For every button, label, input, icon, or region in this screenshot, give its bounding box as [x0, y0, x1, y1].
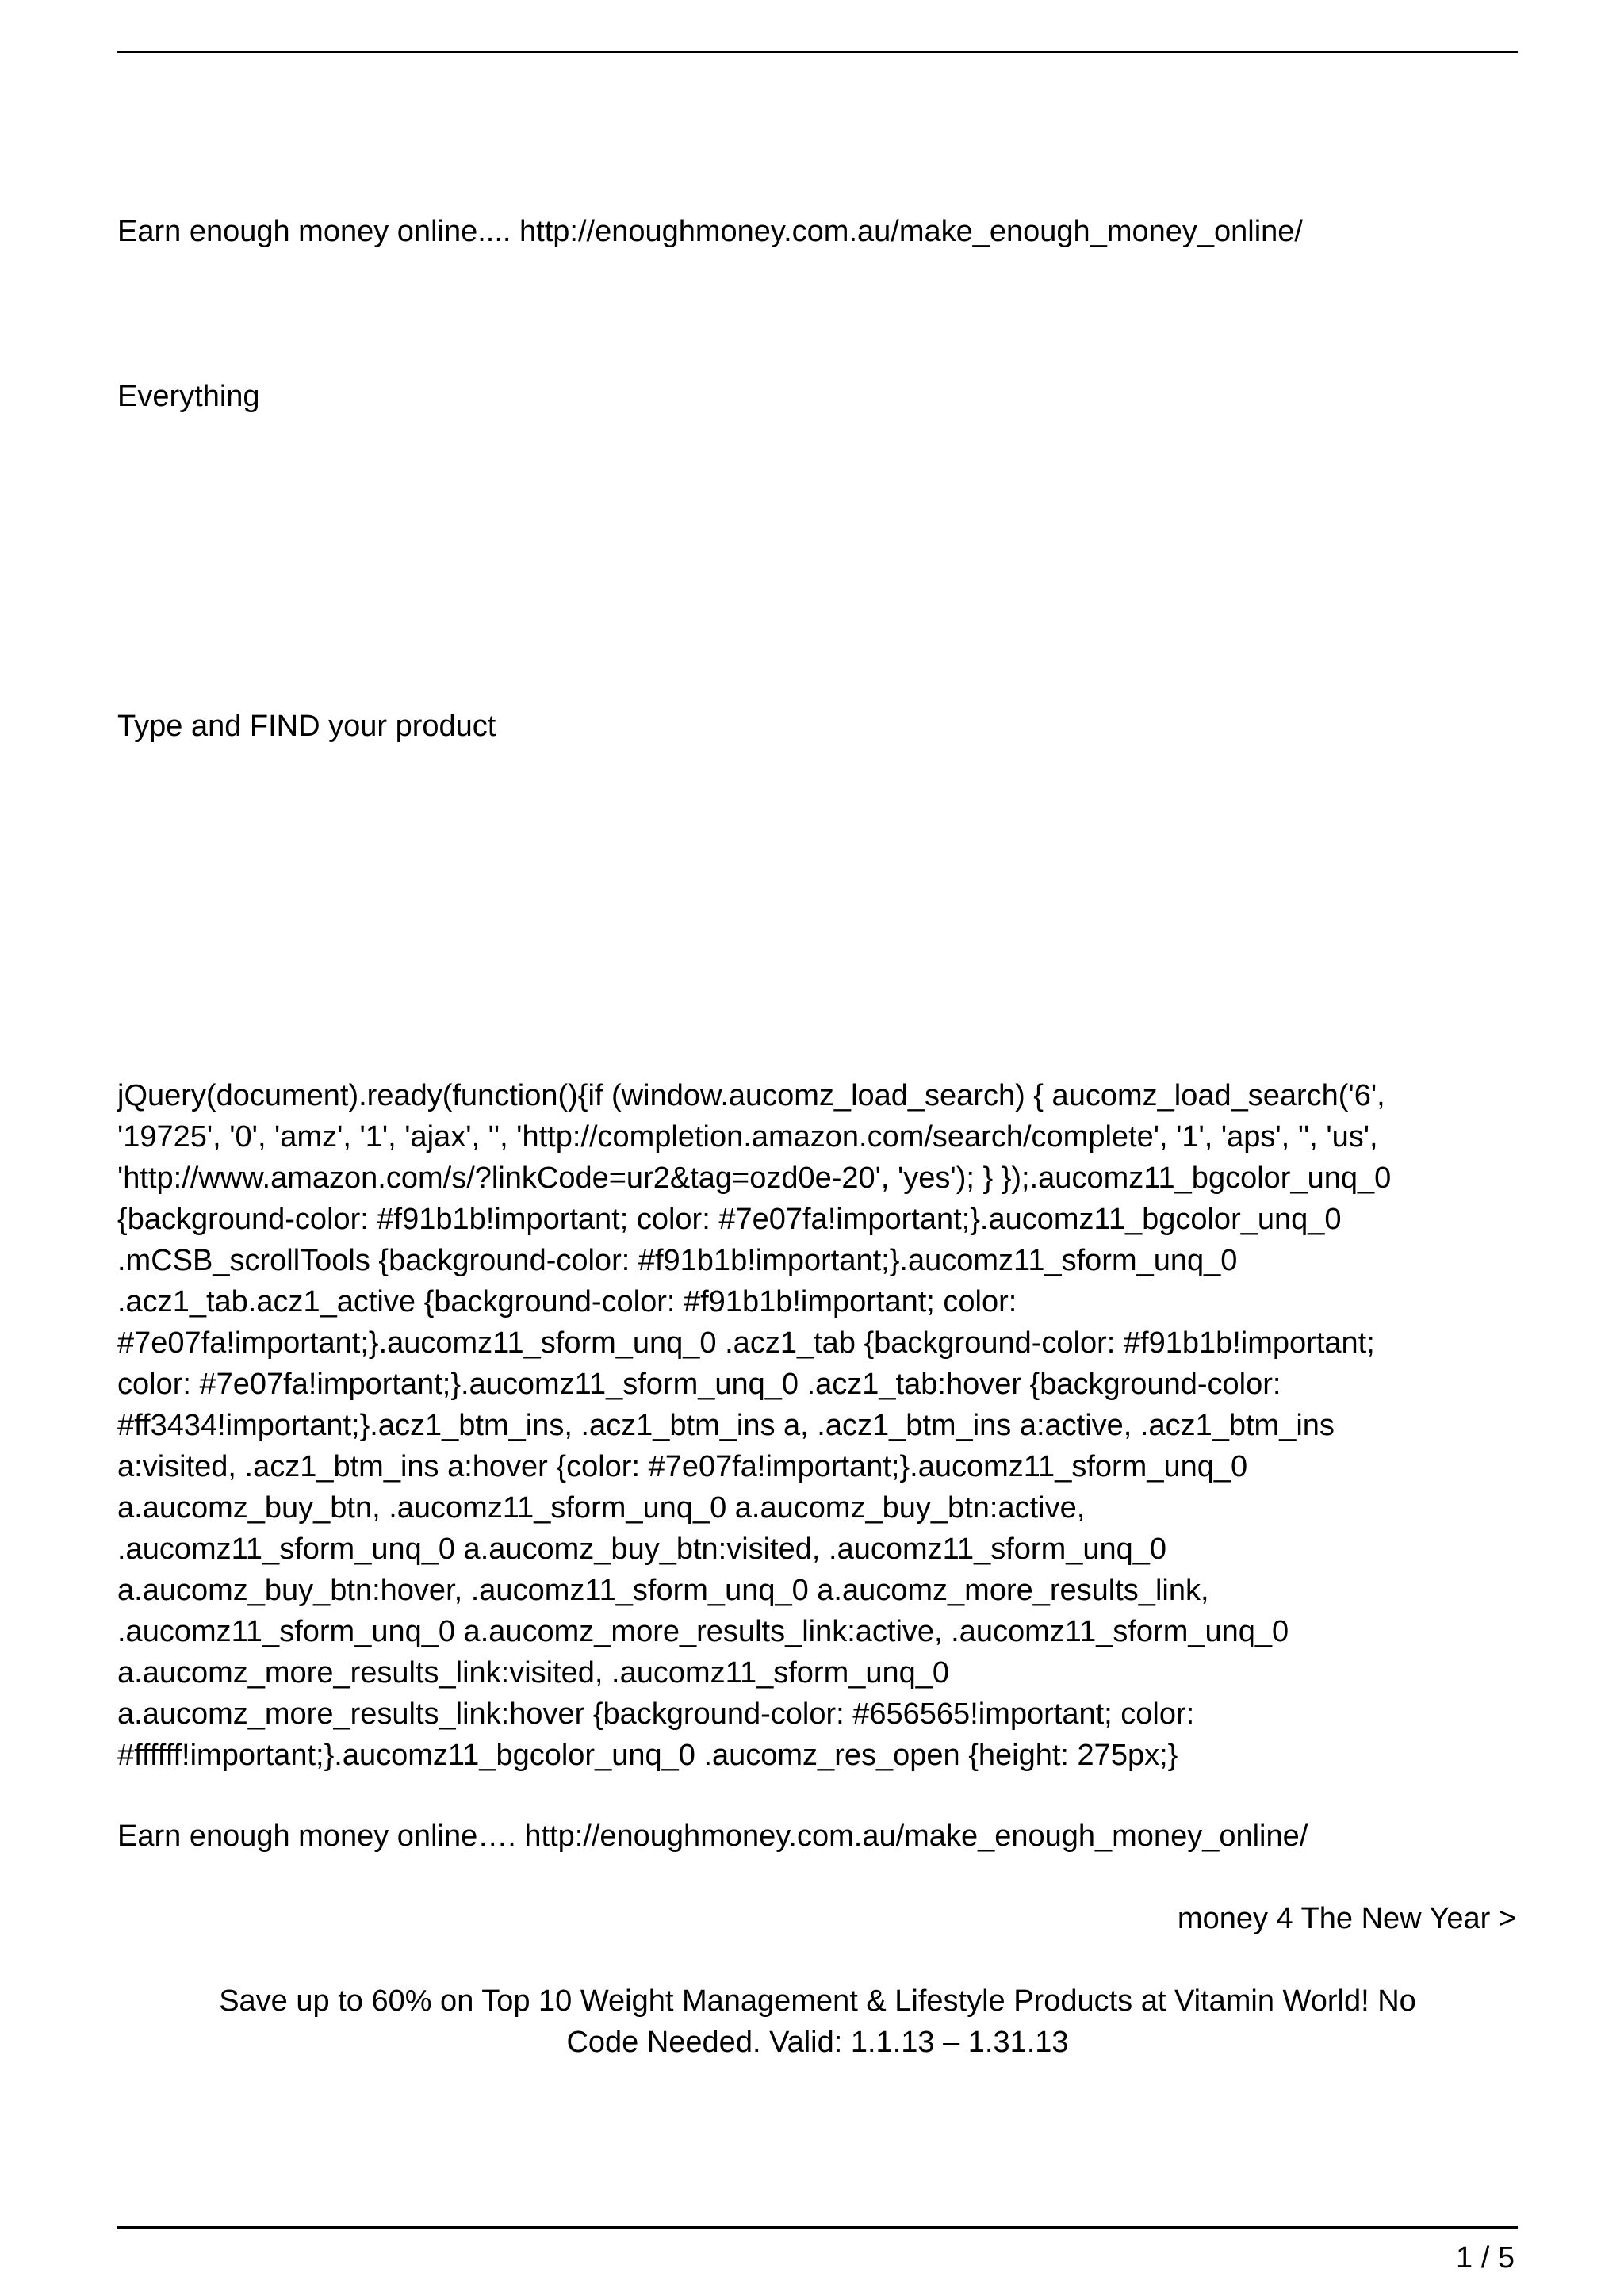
code-line: a:visited, .acz1_btm_ins a:hover {color: #7e07fa!important;}.aucomz11_sform_unq_0 [117, 1450, 1248, 1483]
code-line: .aucomz11_sform_unq_0 a.aucomz_more_results_link:active, .aucomz11_sform_unq_0 [117, 1615, 1289, 1648]
code-line: 'http://www.amazon.com/s/?linkCode=ur2&tag=ozd0e-20', 'yes'); } });.aucomz11_bgcolor_unq_0 [117, 1161, 1392, 1195]
code-line: color: #7e07fa!important;}.aucomz11_sform_unq_0 .acz1_tab:hover {background-color: [117, 1368, 1281, 1401]
category-label: Everything [117, 380, 260, 413]
code-line: a.aucomz_buy_btn, .aucomz11_sform_unq_0 a.aucomz_buy_btn:active, [117, 1491, 1086, 1525]
code-line: .aucomz11_sform_unq_0 a.aucomz_buy_btn:visited, .aucomz11_sform_unq_0 [117, 1533, 1167, 1566]
next-post-link[interactable]: money 4 The New Year > [1177, 1902, 1516, 1935]
footer-rule [117, 2226, 1518, 2229]
code-line: .acz1_tab.acz1_active {background-color: #f91b1b!important; color: [117, 1285, 1017, 1318]
promo-line: Code Needed. Valid: 1.1.13 – 1.31.13 [566, 2026, 1069, 2059]
promo-line: Save up to 60% on Top 10 Weight Management & Lifestyle Products at Vitamin World! No [219, 1984, 1416, 2018]
code-line: a.aucomz_more_results_link:visited, .aucomz11_sform_unq_0 [117, 1656, 950, 1689]
header-rule [117, 51, 1518, 53]
code-line: '19725', '0', 'amz', '1', 'ajax', '', 'http://completion.amazon.com/search/complete', '1', 'aps', '', 'us', [117, 1120, 1378, 1154]
embedded-code-block [117, 1075, 1529, 1776]
intro-link-text[interactable]: Earn enough money online.... http://enoughmoney.com.au/make_enough_money_online/ [117, 215, 1303, 248]
promo-text [117, 1980, 1518, 2063]
code-line: a.aucomz_buy_btn:hover, .aucomz11_sform_unq_0 a.aucomz_more_results_link, [117, 1574, 1209, 1607]
code-line: .mCSB_scrollTools {background-color: #f91b1b!important;}.aucomz11_sform_unq_0 [117, 1244, 1238, 1277]
code-line: {background-color: #f91b1b!important; color: #7e07fa!important;}.aucomz11_bgcolor_unq_0 [117, 1203, 1342, 1236]
code-line: #ff3434!important;}.acz1_btm_ins, .acz1_btm_ins a, .acz1_btm_ins a:active, .acz1_btm_ins [117, 1409, 1335, 1442]
code-line: #ffffff!important;}.aucomz11_bgcolor_unq_0 .aucomz_res_open {height: 275px;} [117, 1739, 1178, 1772]
outro-link-text[interactable]: Earn enough money online…. http://enoughmoney.com.au/make_enough_money_online/ [117, 1820, 1308, 1853]
search-prompt: Type and FIND your product [117, 710, 496, 743]
code-line: #7e07fa!important;}.aucomz11_sform_unq_0 .acz1_tab {background-color: #f91b1b!important; [117, 1326, 1375, 1360]
code-line: jQuery(document).ready(function(){if (window.aucomz_load_search) { aucomz_load_search('6', [117, 1079, 1385, 1112]
page-number: 1 / 5 [1456, 2241, 1515, 2275]
code-line: a.aucomz_more_results_link:hover {background-color: #656565!important; color: [117, 1697, 1195, 1731]
